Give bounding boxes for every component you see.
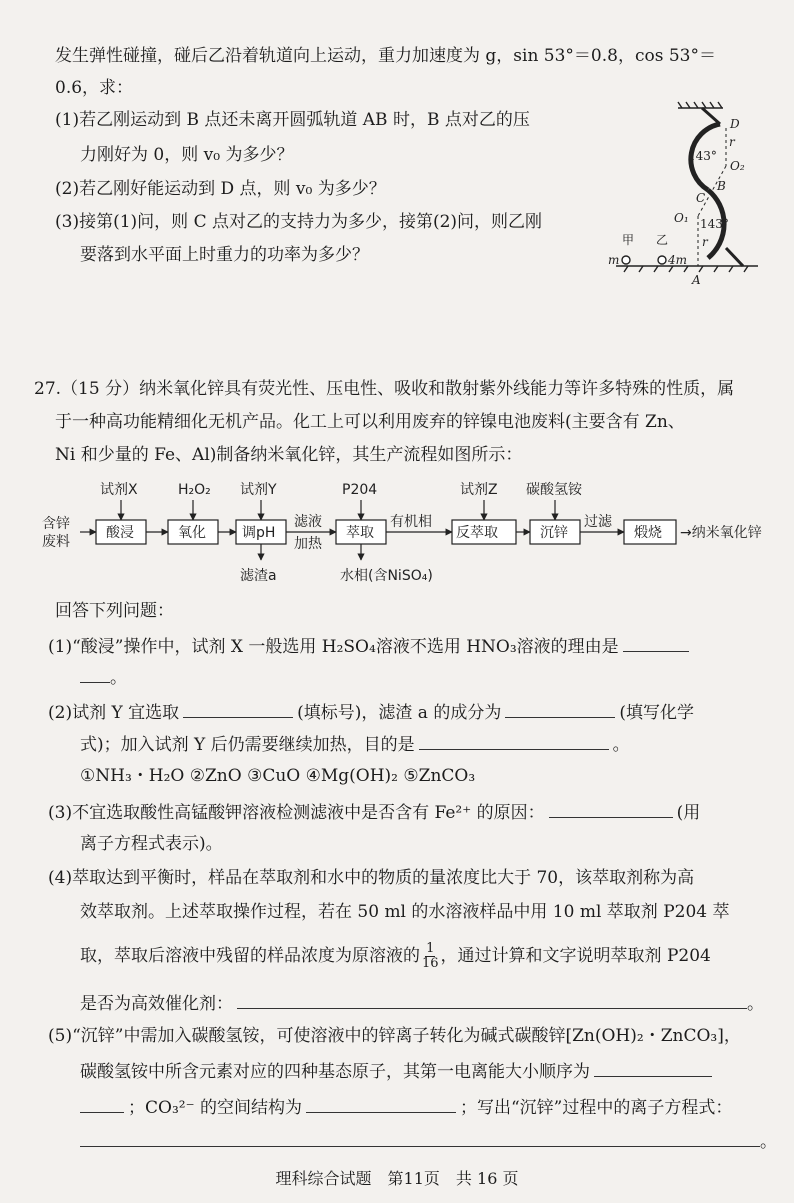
q27-5-text-3: ；写出“沉锌”过程中的离子方程式： xyxy=(459,1098,733,1118)
q27-2-line-b xyxy=(80,731,630,757)
q27-4-line-a: (4)萃取达到平衡时，样品在萃取剂和水中的物质的量浓度比大于 70，该萃取剂称为高 xyxy=(48,868,695,888)
support-rod-top xyxy=(702,108,720,124)
q27-intro-3: Ni 和少量的 Fe、Al)制备纳米氧化锌，其生产流程如图所示： xyxy=(55,445,523,465)
label-m: m xyxy=(608,253,620,267)
answer-blank-5c[interactable] xyxy=(306,1094,456,1113)
q27-3-text: (3)不宜选取酸性高锰酸钾溶液检测滤液中是否含有 Fe²⁺ 的原因： xyxy=(48,803,545,823)
ground-hatch xyxy=(699,266,703,272)
label-A: A xyxy=(692,273,701,287)
label-start-2: 废料 xyxy=(42,534,70,550)
ceiling-hatch xyxy=(710,102,714,108)
answer-blank-1[interactable] xyxy=(623,633,689,652)
support-rod-bottom xyxy=(726,248,743,266)
ground-hatch xyxy=(729,266,733,272)
q27-5-text: 碳酸氢铵中所含元素对应的四种基态原子，其第一电离能大小顺序为 xyxy=(80,1062,590,1082)
label-angle-upper: 143° xyxy=(688,149,717,163)
label-C: C xyxy=(696,191,706,205)
label-reagent-x: 试剂X xyxy=(100,482,138,498)
q27-5-line-a: (5)“沉锌”中需加入碳酸氢铵，可使溶液中的锌离子转化为碱式碳酸锌[Zn(OH)₂・ZnCO₃]， xyxy=(48,1026,741,1046)
ground-hatch xyxy=(639,266,643,272)
q27-4-line-c xyxy=(80,942,711,971)
ground-hatch xyxy=(654,266,658,272)
box-calcine-label: 煅烧 xyxy=(634,525,662,541)
label-angle-lower: 143° xyxy=(700,217,729,231)
ground-hatch xyxy=(624,266,628,272)
label-O2: O₂ xyxy=(730,159,745,173)
q27-3-line-a xyxy=(48,799,700,825)
footer-page: 第11页 xyxy=(387,1169,440,1188)
box-zinc-precip-label: 沉锌 xyxy=(540,525,568,541)
q27-4-end: 。 xyxy=(747,994,764,1014)
q26-part1-a: (1)若乙刚运动到 B 点还未离开圆弧轨道 AB 时，B 点对乙的压 xyxy=(55,110,530,130)
label-reagent-y: 试剂Y xyxy=(240,482,277,498)
label-nh4hco3: 碳酸氢铵 xyxy=(526,482,582,498)
ball-jia xyxy=(622,256,630,264)
label-filter: 过滤 xyxy=(584,514,612,530)
label-p204: P204 xyxy=(342,482,378,498)
q27-5-end: 。 xyxy=(760,1132,777,1152)
q26-part3-a: (3)接第(1)问，则 C 点对乙的支持力为多少，接第(2)问，则乙刚 xyxy=(55,212,543,232)
label-yi: 乙 xyxy=(656,233,669,247)
fraction-1-16: $\frac{1}{16}$ xyxy=(422,941,439,971)
q27-2-text-4: 式)；加入试剂 Y 后仍需要继续加热，目的是 xyxy=(80,735,415,755)
ground-hatch xyxy=(744,266,748,272)
footer-title: 理科综合试题 xyxy=(275,1169,372,1188)
label-aqueous: 水相(含NiSO₄) xyxy=(340,568,433,584)
answer-intro: 回答下列问题： xyxy=(55,601,174,621)
q26-line-2: 0.6，求： xyxy=(55,78,134,98)
ceiling-hatch xyxy=(702,102,706,108)
q27-5-line-b xyxy=(80,1058,712,1084)
label-r-upper: r xyxy=(729,135,735,149)
label-jia: 甲 xyxy=(622,233,635,247)
ceiling-hatch xyxy=(678,102,682,108)
box-acid-leach-label: 酸浸 xyxy=(106,525,134,541)
label-organic: 有机相 xyxy=(390,514,432,530)
q27-2-line-a xyxy=(48,699,694,725)
label-start-1: 含锌 xyxy=(42,516,70,532)
ceiling-hatch xyxy=(718,102,722,108)
answer-blank-2c[interactable] xyxy=(419,731,609,750)
label-filtrate-2: 加热 xyxy=(294,536,322,552)
q27-5-line-d xyxy=(80,1128,777,1154)
q27-4-text-2: ，通过计算和文字说明萃取剂 P204 xyxy=(440,946,711,966)
q27-1-line-b xyxy=(80,664,127,690)
q27-4-line-b: 效萃取剂。上述萃取操作过程，若在 50 ml 的水溶液样品中用 10 ml 萃取剂 P204 萃 xyxy=(80,902,730,922)
ceiling-hatch xyxy=(694,102,698,108)
q27-2-end: 。 xyxy=(612,735,630,755)
q26-part1-b: 力刚好为 0，则 v₀ 为多少？ xyxy=(80,145,294,165)
box-oxidize-label: 氧化 xyxy=(178,525,206,541)
q27-2-text-3: (填写化学 xyxy=(619,703,694,723)
box-adjust-ph-label: 调pH xyxy=(242,525,276,541)
q27-1-text: (1)“酸浸”操作中，试剂 X 一般选用 H₂SO₄溶液不选用 HNO₃溶液的理由是 xyxy=(48,637,619,657)
label-residue: 滤渣a xyxy=(240,568,277,584)
q27-5-text-2: ；CO₃²⁻ 的空间结构为 xyxy=(128,1098,302,1118)
label-h2o2: H₂O₂ xyxy=(178,482,211,498)
answer-blank-1b[interactable] xyxy=(80,664,110,683)
label-product: →纳米氧化锌 xyxy=(680,525,762,541)
answer-blank-4[interactable] xyxy=(237,990,747,1009)
label-D: D xyxy=(730,117,740,131)
track-figure xyxy=(598,98,788,288)
label-4m: 4m xyxy=(668,253,688,267)
q27-2-text-1: (2)试剂 Y 宜选取 xyxy=(48,703,180,723)
q27-1-line-a xyxy=(48,633,689,659)
q26-part3-b: 要落到水平面上时重力的功率为多少？ xyxy=(80,245,369,265)
answer-blank-2b[interactable] xyxy=(505,699,615,718)
label-B: B xyxy=(717,179,726,193)
q27-4-line-d xyxy=(80,990,764,1016)
q27-4-text: 取，萃取后溶液中残留的样品浓度为原溶液的 xyxy=(80,946,420,966)
page-footer xyxy=(0,1166,794,1189)
answer-blank-3[interactable] xyxy=(549,799,673,818)
box-extract-label: 萃取 xyxy=(346,525,374,541)
answer-blank-5d[interactable] xyxy=(80,1128,760,1147)
footer-total: 共 16 页 xyxy=(455,1169,519,1188)
q26-part2: (2)若乙刚好能运动到 D 点，则 v₀ 为多少？ xyxy=(55,179,386,199)
q27-3-text-2: (用 xyxy=(676,803,701,823)
label-filtrate-1: 滤液 xyxy=(294,514,322,530)
q26-line-1: 发生弹性碰撞，碰后乙沿着轨道向上运动，重力加速度为 g，sin 53°＝0.8，cos 53°＝ xyxy=(55,46,716,66)
label-reagent-z: 试剂Z xyxy=(460,482,498,498)
q27-2-text-2: (填标号)，滤渣 a 的成分为 xyxy=(297,703,502,723)
q27-5-line-c xyxy=(80,1094,732,1120)
process-flowchart xyxy=(40,476,790,594)
ground-hatch xyxy=(714,266,718,272)
label-O1: O₁ xyxy=(674,211,689,225)
q27-4-text-3: 是否为高效催化剂： xyxy=(80,994,233,1014)
ball-yi xyxy=(658,256,666,264)
answer-blank-5b[interactable] xyxy=(80,1094,124,1113)
answer-blank-5a[interactable] xyxy=(594,1058,712,1077)
q27-intro-2: 于一种高功能精细化无机产品。化工上可以利用废弃的锌镍电池废料(主要含有 Zn、 xyxy=(55,412,685,432)
q27-1-end: 。 xyxy=(110,668,127,688)
ceiling-hatch xyxy=(686,102,690,108)
answer-blank-2a[interactable] xyxy=(183,699,293,718)
q27-3-line-b: 离子方程式表示)。 xyxy=(80,834,223,854)
box-back-extract-label: 反萃取 xyxy=(456,525,498,541)
q27-2-options: ①NH₃・H₂O ②ZnO ③CuO ④Mg(OH)₂ ⑤ZnCO₃ xyxy=(80,766,476,786)
label-r-lower: r xyxy=(702,235,708,249)
q27-intro-1: 27.（15 分）纳米氧化锌具有荧光性、压电性、吸收和散射紫外线能力等许多特殊的性质，属 xyxy=(34,379,735,399)
